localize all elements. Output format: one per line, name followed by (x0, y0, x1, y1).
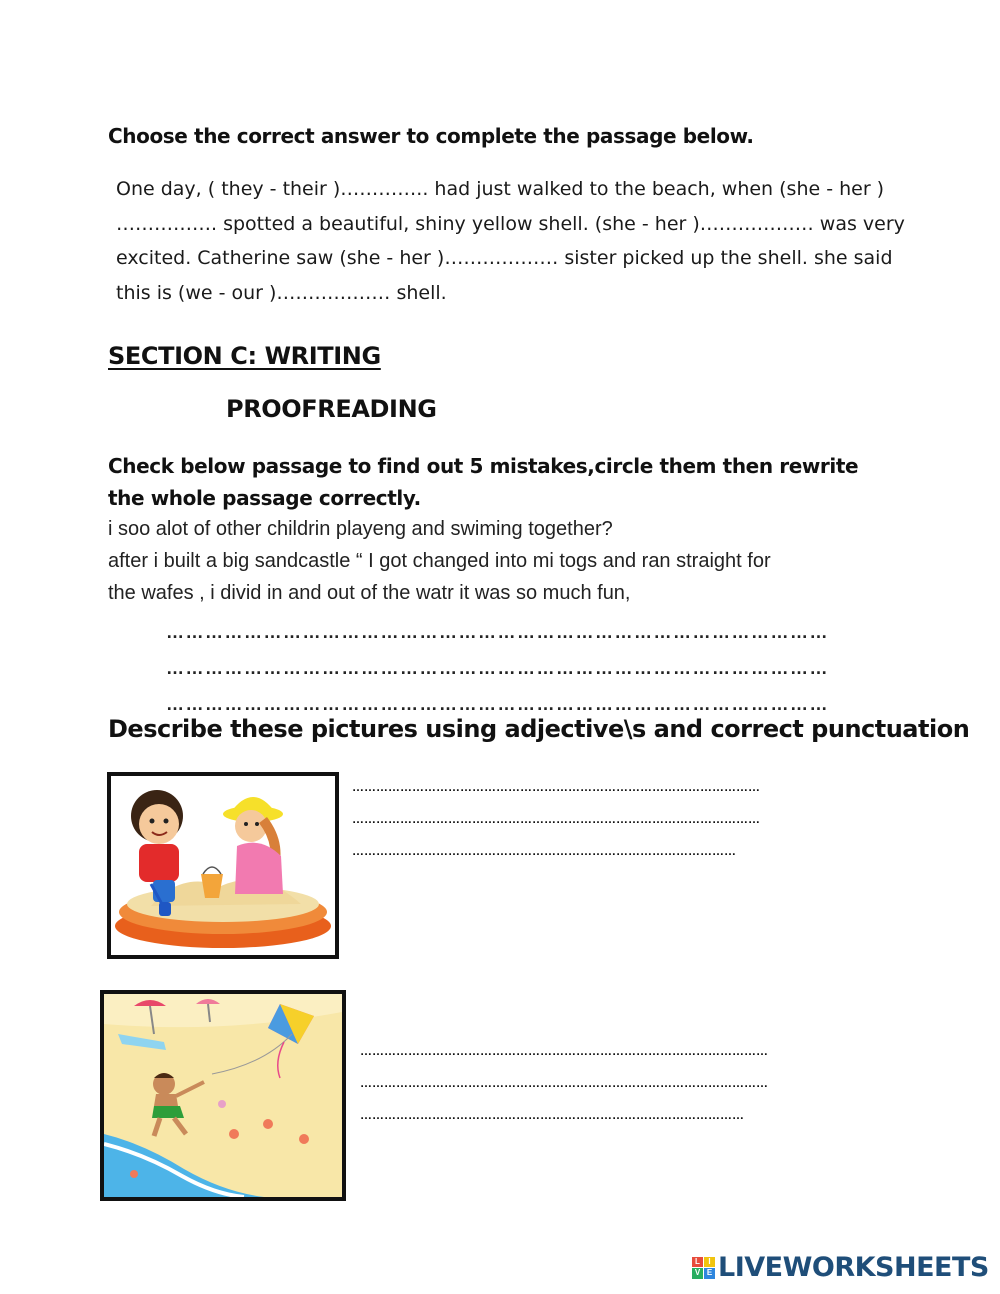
mark-letter: L (692, 1257, 703, 1268)
mark-letter: E (704, 1268, 715, 1279)
passage-line: excited. Catherine saw (she - her )……………… sister picked up the shell. she said (116, 247, 893, 269)
beach-kite-illustration (100, 990, 346, 1201)
passage-line: One day, ( they - their )………….. had just walked to the beach, when (she - her ) (116, 178, 885, 200)
answer-line[interactable]: …………………………………………………………………………………… (352, 844, 736, 858)
answer-line[interactable]: …………………………………………………………………………………… (360, 1108, 744, 1122)
proof-line: the wafes , i divid in and out of the watr it was so much fun, (108, 582, 631, 604)
answer-line[interactable]: ………………………………………………………………………………………… (360, 1044, 768, 1058)
picture2-answer-lines[interactable] (360, 1042, 800, 1138)
proofreading-passage (108, 513, 908, 609)
liveworksheets-logo (692, 1252, 989, 1283)
rewrite-answer-lines[interactable] (166, 620, 876, 728)
answer-line[interactable]: ………………………………………………………………………………………… (360, 1076, 768, 1090)
brand-name: LIVEWORKSHEETS (718, 1252, 989, 1283)
children-sandbox-illustration (107, 772, 339, 959)
beach-drawing (104, 994, 342, 1197)
passage-line: this is (we - our )……………… shell. (116, 281, 447, 304)
picture1-answer-lines[interactable] (352, 778, 792, 874)
proofreading-instruction: Check below passage to find out 5 mistakes,circle them then rewrite the whole passage correctly. (108, 454, 859, 510)
grammar-instruction: Choose the correct answer to complete the passage below. (108, 124, 754, 148)
mark-letter: V (692, 1268, 703, 1279)
answer-line[interactable]: ………………………………………………………………………………………… (352, 780, 760, 794)
answer-line[interactable]: ………………………………………………………………………………………… (166, 694, 829, 714)
liveworksheets-mark-icon (692, 1257, 714, 1279)
mark-letter: I (704, 1257, 715, 1268)
answer-line[interactable]: ………………………………………………………………………………………… (352, 812, 760, 826)
answer-line[interactable]: ………………………………………………………………………………………… (166, 622, 829, 642)
describe-instruction: Describe these pictures using adjective\s and correct punctuation (108, 715, 970, 743)
passage-line: ……………. spotted a beautiful, shiny yellow shell. (she - her )……………… was very (116, 212, 905, 235)
section-title: SECTION C: WRITING (108, 342, 381, 370)
proof-line: i soo alot of other childrin playeng and swiming together? (108, 518, 613, 540)
answer-line[interactable]: ………………………………………………………………………………………… (166, 658, 829, 678)
sandbox-drawing (111, 776, 335, 955)
proof-line: after i built a big sandcastle “ I got changed into mi togs and ran straight for (108, 550, 771, 572)
grammar-passage (116, 174, 905, 312)
proofreading-title: PROOFREADING (226, 395, 437, 423)
